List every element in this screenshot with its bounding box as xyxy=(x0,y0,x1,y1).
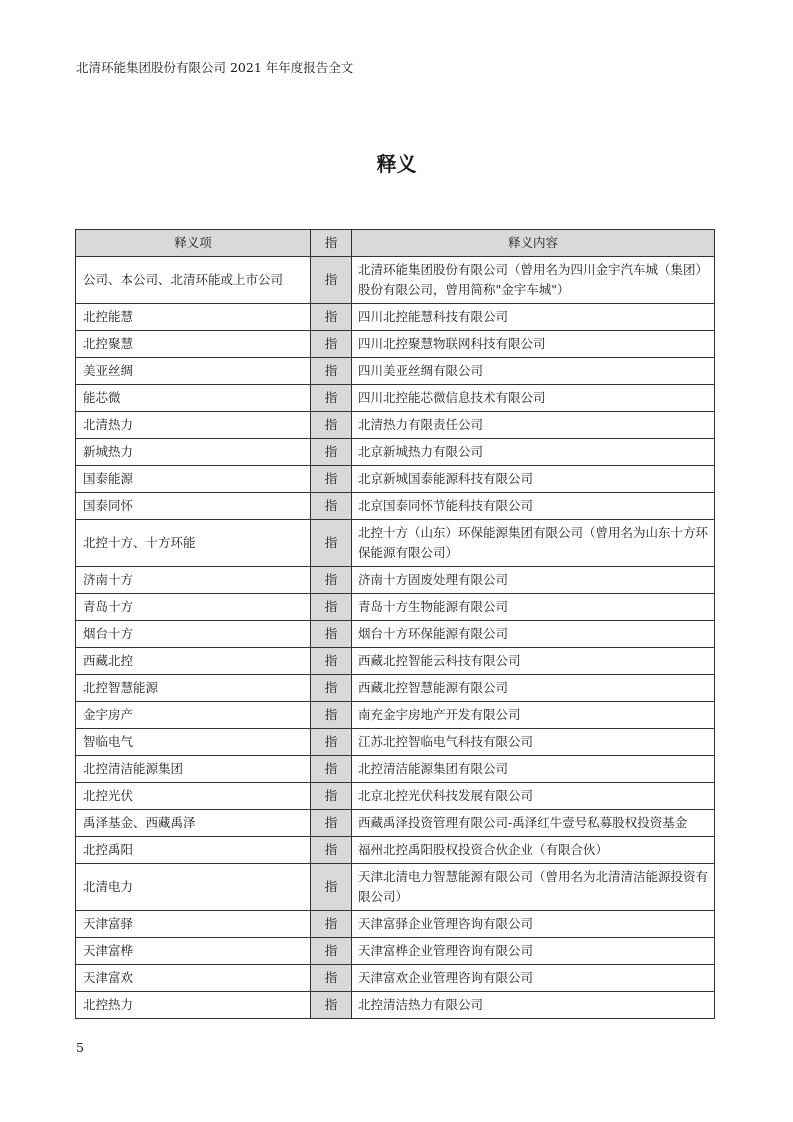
definition-cell: 西藏禹泽投资管理有限公司-禹泽红牛壹号私募股权投资基金 xyxy=(352,810,715,837)
definition-cell: 北控清洁热力有限公司 xyxy=(352,992,715,1019)
table-row xyxy=(76,412,715,439)
zhi-cell: 指 xyxy=(311,331,352,358)
term-cell: 北控聚慧 xyxy=(76,331,311,358)
table-row xyxy=(76,837,715,864)
term-cell: 智临电气 xyxy=(76,729,311,756)
table-row xyxy=(76,675,715,702)
term-cell: 北控智慧能源 xyxy=(76,675,311,702)
table-row xyxy=(76,911,715,938)
zhi-cell: 指 xyxy=(311,837,352,864)
table-row xyxy=(76,594,715,621)
table-row xyxy=(76,331,715,358)
page-number: 5 xyxy=(76,1040,84,1055)
table-row xyxy=(76,493,715,520)
table-row xyxy=(76,992,715,1019)
term-cell: 禹泽基金、西藏禹泽 xyxy=(76,810,311,837)
term-cell: 天津富欢 xyxy=(76,965,311,992)
term-cell: 西藏北控 xyxy=(76,648,311,675)
definition-cell: 天津富欢企业管理咨询有限公司 xyxy=(352,965,715,992)
table-header-row xyxy=(76,230,715,257)
definition-cell: 北清环能集团股份有限公司（曾用名为四川金宇汽车城（集团）股份有限公司，曾用简称"金宇车城"） xyxy=(352,257,715,304)
zhi-cell: 指 xyxy=(311,594,352,621)
page-title: 释义 xyxy=(376,152,417,176)
term-cell: 烟台十方 xyxy=(76,621,311,648)
definition-cell: 天津北清电力智慧能源有限公司（曾用名为北清清洁能源投资有限公司） xyxy=(352,864,715,911)
table-row xyxy=(76,567,715,594)
zhi-cell: 指 xyxy=(311,439,352,466)
term-cell: 青岛十方 xyxy=(76,594,311,621)
zhi-cell: 指 xyxy=(311,520,352,567)
zhi-cell: 指 xyxy=(311,257,352,304)
table-row xyxy=(76,783,715,810)
definition-cell: 南充金宇房地产开发有限公司 xyxy=(352,702,715,729)
column-header-term: 释义项 xyxy=(76,230,311,257)
definition-cell: 四川北控能芯微信息技术有限公司 xyxy=(352,385,715,412)
definition-cell: 北控十方（山东）环保能源集团有限公司（曾用名为山东十方环保能源有限公司） xyxy=(352,520,715,567)
zhi-cell: 指 xyxy=(311,675,352,702)
table-row xyxy=(76,385,715,412)
definitions-table xyxy=(75,229,715,1019)
term-cell: 天津富桦 xyxy=(76,938,311,965)
term-cell: 北控清洁能源集团 xyxy=(76,756,311,783)
table-row xyxy=(76,466,715,493)
term-cell: 国泰能源 xyxy=(76,466,311,493)
definition-cell: 天津富桦企业管理咨询有限公司 xyxy=(352,938,715,965)
zhi-cell: 指 xyxy=(311,358,352,385)
definition-cell: 北控清洁能源集团有限公司 xyxy=(352,756,715,783)
definition-cell: 江苏北控智临电气科技有限公司 xyxy=(352,729,715,756)
zhi-cell: 指 xyxy=(311,304,352,331)
zhi-cell: 指 xyxy=(311,648,352,675)
page-header: 北清环能集团股份有限公司 2021 年年度报告全文 xyxy=(76,60,354,75)
table-row xyxy=(76,358,715,385)
zhi-cell: 指 xyxy=(311,756,352,783)
definition-cell: 北京北控光伏科技发展有限公司 xyxy=(352,783,715,810)
definition-cell: 济南十方固废处理有限公司 xyxy=(352,567,715,594)
term-cell: 美亚丝绸 xyxy=(76,358,311,385)
term-cell: 天津富驿 xyxy=(76,911,311,938)
definition-cell: 四川美亚丝绸有限公司 xyxy=(352,358,715,385)
term-cell: 北控能慧 xyxy=(76,304,311,331)
term-cell: 北控禹阳 xyxy=(76,837,311,864)
definition-cell: 四川北控聚慧物联网科技有限公司 xyxy=(352,331,715,358)
definition-cell: 北清热力有限责任公司 xyxy=(352,412,715,439)
term-cell: 北清电力 xyxy=(76,864,311,911)
definition-cell: 西藏北控智能云科技有限公司 xyxy=(352,648,715,675)
definition-cell: 北京新城国泰能源科技有限公司 xyxy=(352,466,715,493)
table-row xyxy=(76,648,715,675)
term-cell: 新城热力 xyxy=(76,439,311,466)
zhi-cell: 指 xyxy=(311,911,352,938)
definition-cell: 北京国泰同怀节能科技有限公司 xyxy=(352,493,715,520)
term-cell: 金宇房产 xyxy=(76,702,311,729)
zhi-cell: 指 xyxy=(311,864,352,911)
table-row xyxy=(76,439,715,466)
table-row xyxy=(76,702,715,729)
column-header-definition: 释义内容 xyxy=(352,230,715,257)
term-cell: 国泰同怀 xyxy=(76,493,311,520)
table-row xyxy=(76,810,715,837)
zhi-cell: 指 xyxy=(311,729,352,756)
table-row xyxy=(76,864,715,911)
zhi-cell: 指 xyxy=(311,992,352,1019)
table-row xyxy=(76,621,715,648)
zhi-cell: 指 xyxy=(311,412,352,439)
term-cell: 北清热力 xyxy=(76,412,311,439)
zhi-cell: 指 xyxy=(311,965,352,992)
zhi-cell: 指 xyxy=(311,385,352,412)
definition-cell: 北京新城热力有限公司 xyxy=(352,439,715,466)
table-row xyxy=(76,729,715,756)
table-row xyxy=(76,938,715,965)
zhi-cell: 指 xyxy=(311,702,352,729)
term-cell: 北控十方、十方环能 xyxy=(76,520,311,567)
definition-cell: 福州北控禹阳股权投资合伙企业（有限合伙） xyxy=(352,837,715,864)
zhi-cell: 指 xyxy=(311,567,352,594)
zhi-cell: 指 xyxy=(311,621,352,648)
table-row xyxy=(76,257,715,304)
definition-cell: 西藏北控智慧能源有限公司 xyxy=(352,675,715,702)
term-cell: 能芯微 xyxy=(76,385,311,412)
table-row xyxy=(76,756,715,783)
zhi-cell: 指 xyxy=(311,493,352,520)
zhi-cell: 指 xyxy=(311,810,352,837)
zhi-cell: 指 xyxy=(311,783,352,810)
column-header-zhi: 指 xyxy=(311,230,352,257)
table-row xyxy=(76,965,715,992)
definition-cell: 青岛十方生物能源有限公司 xyxy=(352,594,715,621)
term-cell: 北控热力 xyxy=(76,992,311,1019)
definition-cell: 四川北控能慧科技有限公司 xyxy=(352,304,715,331)
definition-cell: 天津富驿企业管理咨询有限公司 xyxy=(352,911,715,938)
term-cell: 济南十方 xyxy=(76,567,311,594)
term-cell: 公司、本公司、北清环能或上市公司 xyxy=(76,257,311,304)
zhi-cell: 指 xyxy=(311,938,352,965)
table-row xyxy=(76,304,715,331)
definition-cell: 烟台十方环保能源有限公司 xyxy=(352,621,715,648)
zhi-cell: 指 xyxy=(311,466,352,493)
table-row xyxy=(76,520,715,567)
term-cell: 北控光伏 xyxy=(76,783,311,810)
